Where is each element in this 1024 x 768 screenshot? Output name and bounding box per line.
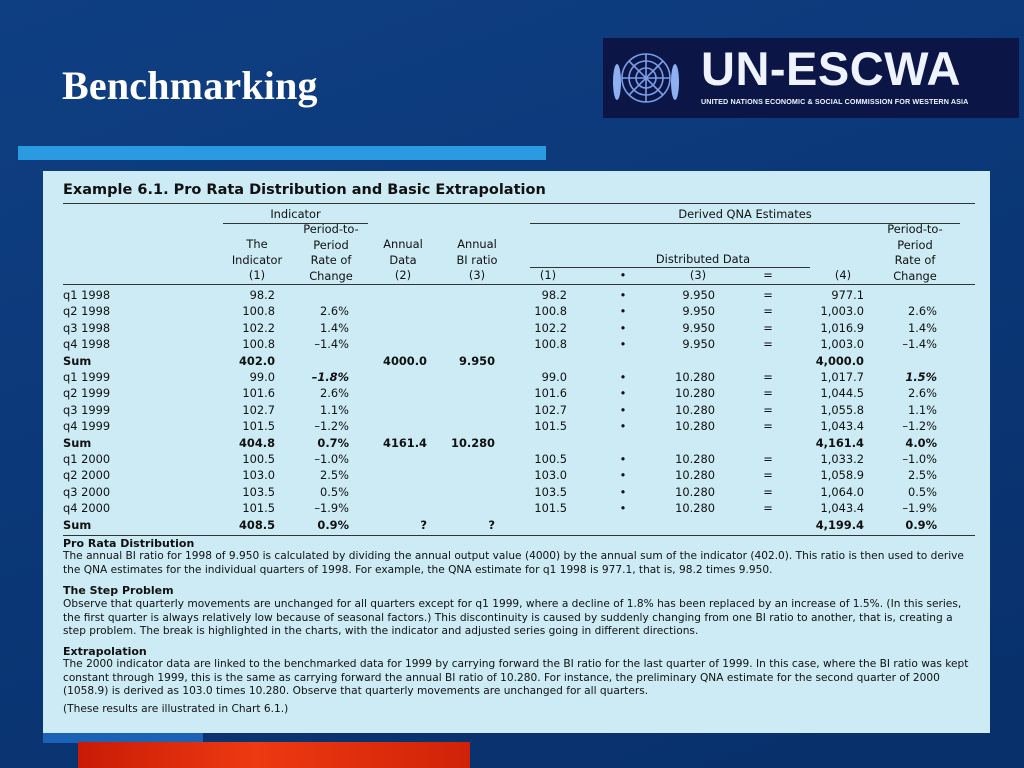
cell-eq: = bbox=[763, 370, 773, 384]
cell-label: q3 2000 bbox=[63, 484, 111, 499]
cell-ind: 402.0 bbox=[238, 353, 275, 368]
cell-c4: 1,043.4 bbox=[820, 501, 864, 516]
header-d1: (1) bbox=[539, 268, 557, 282]
cell-c1: 100.8 bbox=[534, 304, 567, 319]
cell-c1: 101.5 bbox=[534, 419, 567, 434]
cell-ind: 102.7 bbox=[242, 402, 275, 417]
note-pro-rata-heading: Pro Rata Distribution bbox=[63, 537, 195, 550]
cell-rate: 1.1% bbox=[320, 402, 349, 417]
cell-bi: 9.950 bbox=[458, 353, 495, 368]
cell-c1: 103.0 bbox=[534, 468, 567, 483]
example-document bbox=[43, 171, 990, 733]
cell-r2: 1.4% bbox=[908, 320, 937, 335]
cell-dot: • bbox=[619, 419, 627, 434]
cell-r2: 0.9% bbox=[905, 517, 937, 532]
cell-eq: = bbox=[763, 402, 773, 417]
cell-bi: ? bbox=[488, 517, 495, 532]
cell-label: q4 2000 bbox=[63, 501, 111, 516]
note-step-body: Observe that quarterly movements are unchanged for all quarters except for q1 1999, where a decline of 1.8% has been replaced by an increase of 1.5%. (In this series, the first quarter is always relatively low because of seasonal factors.) This discontinuity is caused by suddenly changing from one BI ratio to another, that is, creating a step problem. The break is highlighted in the charts, with the indicator and adjusted series going in different directions. bbox=[63, 598, 962, 638]
cell-rate: 2.5% bbox=[320, 468, 349, 483]
cell-label: Sum bbox=[63, 353, 92, 368]
logo-subtitle: UNITED NATIONS ECONOMIC & SOCIAL COMMISSION FOR WESTERN ASIA bbox=[701, 97, 969, 106]
cell-ind: 100.8 bbox=[242, 337, 275, 352]
cell-rate: 2.6% bbox=[320, 386, 349, 401]
logo-wordmark: UN-ESCWA bbox=[701, 42, 961, 95]
cell-label: q1 2000 bbox=[63, 452, 111, 466]
cell-ind: 101.5 bbox=[242, 501, 275, 516]
header-eq: = bbox=[763, 268, 773, 282]
cell-c4: 4,199.4 bbox=[815, 517, 864, 532]
cell-eq: = bbox=[763, 320, 773, 335]
header-derived-rate: Period-to- Period Rate of Change bbox=[887, 222, 943, 283]
cell-c3: 10.280 bbox=[675, 484, 715, 499]
cell-c4: 1,017.7 bbox=[820, 370, 864, 384]
cell-dot: • bbox=[619, 484, 627, 499]
title-underline-bar bbox=[18, 146, 546, 160]
cell-ind: 101.6 bbox=[242, 386, 275, 401]
cell-ind: 103.5 bbox=[242, 484, 275, 499]
cell-rate: –1.9% bbox=[314, 501, 349, 516]
cell-ind: 101.5 bbox=[242, 419, 275, 434]
cell-ind: 100.5 bbox=[242, 452, 275, 466]
cell-c3: 10.280 bbox=[675, 370, 715, 384]
cell-ad: 4161.4 bbox=[383, 435, 427, 450]
cell-c1: 103.5 bbox=[534, 484, 567, 499]
cell-c4: 977.1 bbox=[831, 288, 864, 302]
cell-rate: –1.0% bbox=[314, 452, 349, 466]
cell-dot: • bbox=[619, 320, 627, 335]
cell-dot: • bbox=[619, 452, 627, 466]
cell-eq: = bbox=[763, 288, 773, 302]
cell-label: q4 1999 bbox=[63, 419, 111, 434]
cell-c3: 9.950 bbox=[682, 337, 715, 352]
cell-ind: 99.0 bbox=[249, 370, 275, 384]
cell-r2: 0.5% bbox=[908, 484, 937, 499]
header-indicator-group: Indicator bbox=[270, 207, 321, 221]
cell-c3: 9.950 bbox=[682, 304, 715, 319]
note-footer: (These results are illustrated in Chart 6.1.) bbox=[63, 703, 289, 715]
cell-label: Sum bbox=[63, 517, 92, 532]
cell-ad: 4000.0 bbox=[383, 353, 427, 368]
cell-label: q2 1999 bbox=[63, 386, 111, 401]
cell-ind: 100.8 bbox=[242, 304, 275, 319]
cell-c1: 102.2 bbox=[534, 320, 567, 335]
title-rule bbox=[63, 203, 975, 204]
header-annual-bi: Annual BI ratio (3) bbox=[456, 237, 498, 282]
header-period-rate: Period-to- Period Rate of Change bbox=[303, 222, 359, 283]
cell-c4: 1,064.0 bbox=[820, 484, 864, 499]
cell-c4: 1,043.4 bbox=[820, 419, 864, 434]
cell-dot: • bbox=[619, 288, 627, 302]
cell-dot: • bbox=[619, 337, 627, 352]
cell-c1: 100.8 bbox=[534, 337, 567, 352]
cell-ind: 408.5 bbox=[238, 517, 275, 532]
header-the-indicator: The Indicator (1) bbox=[231, 237, 283, 282]
cell-label: q3 1999 bbox=[63, 402, 111, 417]
cell-label: Sum bbox=[63, 435, 92, 450]
cell-ind: 98.2 bbox=[249, 288, 275, 302]
cell-eq: = bbox=[763, 468, 773, 483]
cell-rate: 0.7% bbox=[317, 435, 349, 450]
cell-c4: 1,058.9 bbox=[820, 468, 864, 483]
cell-rate: –1.2% bbox=[314, 419, 349, 434]
cell-r2: 2.5% bbox=[908, 468, 937, 483]
cell-r2: 2.6% bbox=[908, 386, 937, 401]
cell-r2: –1.4% bbox=[902, 337, 937, 352]
note-extrapolation-body: The 2000 indicator data are linked to the benchmarked data for 1999 by carrying forward the BI ratio for the last quarter of 1999. In this case, where the BI ratio was kept constant through 1999, this is the same as carrying forward the annual BI ratio of 10.280. For instance, the preliminary QNA estimate for the second quarter of 2000 (1058.9) is derived as 103.0 times 10.280. Observe that quarterly movements are unchanged for all quarters. bbox=[63, 658, 969, 698]
cell-rate: –1.4% bbox=[314, 337, 349, 352]
cell-label: q2 2000 bbox=[63, 468, 111, 483]
cell-bi: 10.280 bbox=[451, 435, 495, 450]
header-annual-data: Annual Data (2) bbox=[383, 237, 423, 282]
cell-label: q2 1998 bbox=[63, 304, 111, 319]
note-extrapolation-heading: Extrapolation bbox=[63, 645, 147, 658]
cell-rate: 0.9% bbox=[317, 517, 349, 532]
cell-ind: 102.2 bbox=[242, 320, 275, 335]
un-emblem-icon bbox=[609, 42, 683, 114]
cell-c4: 1,016.9 bbox=[820, 320, 864, 335]
cell-c1: 101.6 bbox=[534, 386, 567, 401]
cell-c4: 1,003.0 bbox=[820, 304, 864, 319]
cell-c3: 9.950 bbox=[682, 288, 715, 302]
cell-eq: = bbox=[763, 419, 773, 434]
cell-r2: 1.1% bbox=[908, 402, 937, 417]
header-dot: • bbox=[619, 268, 627, 282]
cell-r2: –1.2% bbox=[902, 419, 937, 434]
cell-r2: 1.5% bbox=[905, 370, 937, 384]
cell-ad: ? bbox=[420, 517, 427, 532]
cell-dot: • bbox=[619, 468, 627, 483]
cell-eq: = bbox=[763, 386, 773, 401]
cell-c3: 9.950 bbox=[682, 320, 715, 335]
cell-c4: 1,044.5 bbox=[820, 386, 864, 401]
cell-c1: 99.0 bbox=[541, 370, 567, 384]
cell-label: q3 1998 bbox=[63, 320, 111, 335]
cell-ind: 103.0 bbox=[242, 468, 275, 483]
cell-dot: • bbox=[619, 370, 627, 384]
cell-r2: –1.0% bbox=[902, 452, 937, 466]
cell-c3: 10.280 bbox=[675, 402, 715, 417]
cell-c1: 102.7 bbox=[534, 402, 567, 417]
cell-r2: 4.0% bbox=[905, 435, 937, 450]
slide-title: Benchmarking bbox=[62, 63, 318, 108]
cell-dot: • bbox=[619, 304, 627, 319]
table-bottom-rule bbox=[63, 535, 975, 536]
cell-label: q1 1998 bbox=[63, 288, 111, 302]
header-d4: (4) bbox=[834, 268, 852, 282]
bottom-accent-red bbox=[78, 742, 470, 768]
cell-c1: 100.5 bbox=[534, 452, 567, 466]
cell-c1: 98.2 bbox=[541, 288, 567, 302]
cell-c4: 1,003.0 bbox=[820, 337, 864, 352]
cell-c4: 1,055.8 bbox=[820, 402, 864, 417]
cell-dot: • bbox=[619, 402, 627, 417]
cell-dot: • bbox=[619, 386, 627, 401]
cell-c3: 10.280 bbox=[675, 419, 715, 434]
header-distributed: Distributed Data bbox=[655, 252, 751, 266]
cell-ind: 404.8 bbox=[238, 435, 275, 450]
header-derived-group: Derived QNA Estimates bbox=[678, 207, 812, 221]
cell-rate: –1.8% bbox=[311, 370, 349, 384]
cell-c4: 1,033.2 bbox=[820, 452, 864, 466]
cell-c4: 4,000.0 bbox=[815, 353, 864, 368]
cell-c1: 101.5 bbox=[534, 501, 567, 516]
note-pro-rata-body: The annual BI ratio for 1998 of 9.950 is calculated by dividing the annual output value (4000) by the annual sum of the indicator (402.0). This ratio is then used to derive the QNA estimates for the individual quarters of 1998. For example, the QNA estimate for q1 1998 is 977.1, that is, 98.2 times 9.950. bbox=[63, 550, 964, 576]
cell-eq: = bbox=[763, 484, 773, 499]
cell-c3: 10.280 bbox=[675, 501, 715, 516]
cell-rate: 0.5% bbox=[320, 484, 349, 499]
cell-r2: –1.9% bbox=[902, 501, 937, 516]
cell-c3: 10.280 bbox=[675, 468, 715, 483]
cell-rate: 1.4% bbox=[320, 320, 349, 335]
cell-eq: = bbox=[763, 501, 773, 516]
cell-r2: 2.6% bbox=[908, 304, 937, 319]
document-title: Example 6.1. Pro Rata Distribution and Basic Extrapolation bbox=[63, 182, 546, 198]
cell-rate: 2.6% bbox=[320, 304, 349, 319]
cell-eq: = bbox=[763, 337, 773, 352]
un-escwa-logo bbox=[603, 38, 1019, 118]
cell-label: q1 1999 bbox=[63, 370, 111, 384]
header-bottom-rule bbox=[63, 284, 975, 285]
cell-label: q4 1998 bbox=[63, 337, 111, 352]
cell-c3: 10.280 bbox=[675, 386, 715, 401]
cell-eq: = bbox=[763, 304, 773, 319]
cell-c3: 10.280 bbox=[675, 452, 715, 466]
cell-dot: • bbox=[619, 501, 627, 516]
cell-eq: = bbox=[763, 452, 773, 466]
note-step-heading: The Step Problem bbox=[63, 584, 174, 597]
header-d3: (3) bbox=[689, 268, 707, 282]
cell-c4: 4,161.4 bbox=[815, 435, 864, 450]
